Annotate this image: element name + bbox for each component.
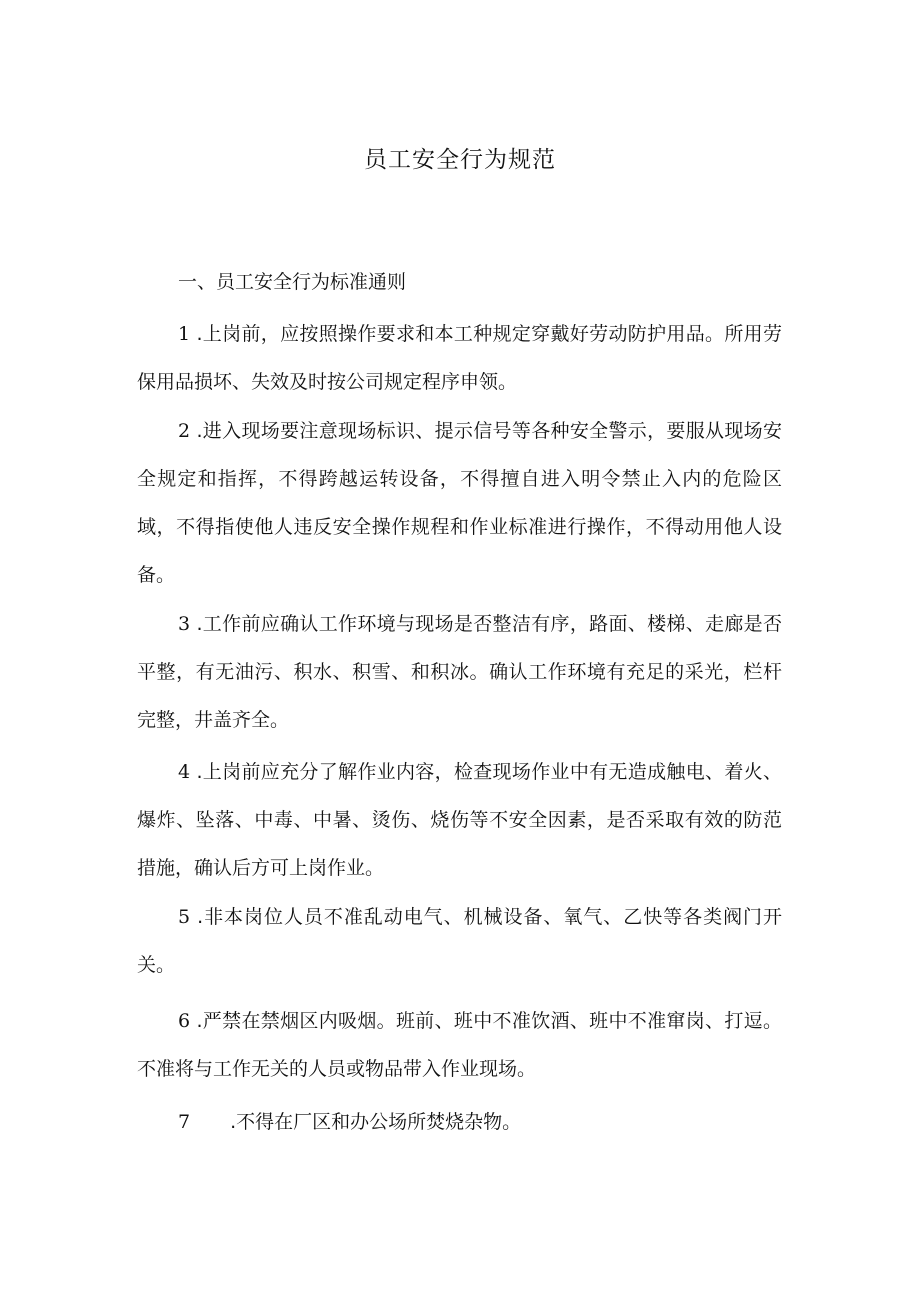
rule-text: .上岗前，应按照操作要求和本工种规定穿戴好劳动防护用品。所用劳保用品损坏、失效及时按公司规定程序申领。 xyxy=(137,323,782,393)
rule-item-7 xyxy=(137,1098,782,1146)
rule-number: 5 xyxy=(178,906,191,928)
document-title: 员工安全行为规范 xyxy=(364,147,556,173)
rule-number: 2 xyxy=(178,420,191,442)
rule-number: 3 xyxy=(178,613,191,635)
rule-number: 4 xyxy=(178,761,191,783)
rule-item-2 xyxy=(137,407,782,599)
rule-text: .上岗前应充分了解作业内容，检查现场作业中有无造成触电、着火、爆炸、坠落、中毒、中暑、烫伤、烧伤等不安全因素，是否采取有效的防范措施，确认后方可上岗作业。 xyxy=(137,761,782,879)
rule-text: .严禁在禁烟区内吸烟。班前、班中不准饮酒、班中不准窜岗、打逗。不准将与工作无关的人员或物品带入作业现场。 xyxy=(137,1010,782,1080)
section-heading: 一、员工安全行为标准通则 xyxy=(178,271,407,293)
rule-number: 1 xyxy=(178,323,191,345)
rule-number: 7 xyxy=(178,1111,191,1133)
rule-item-4 xyxy=(137,748,782,892)
rule-text: .进入现场要注意现场标识、提示信号等各种安全警示，要服从现场安全规定和指挥，不得跨越运转设备，不得擅自进入明令禁止入内的危险区域，不得指使他人违反安全操作规程和作业标准进行操作，不得动用他人设备。 xyxy=(137,420,782,586)
rule-text: .不得在厂区和办公场所焚烧杂物。 xyxy=(230,1111,522,1133)
rule-item-3 xyxy=(137,600,782,744)
rule-text: .工作前应确认工作环境与现场是否整洁有序，路面、楼梯、走廊是否平整，有无油污、积水、积雪、和积冰。确认工作环境有充足的采光，栏杆完整，井盖齐全。 xyxy=(137,613,782,731)
rule-item-5 xyxy=(137,893,782,989)
rule-item-6 xyxy=(137,997,782,1093)
rule-item-1 xyxy=(137,310,782,406)
rule-text: .非本岗位人员不准乱动电气、机械设备、氧气、乙快等各类阀门开关。 xyxy=(137,906,782,976)
rule-number: 6 xyxy=(178,1010,191,1032)
